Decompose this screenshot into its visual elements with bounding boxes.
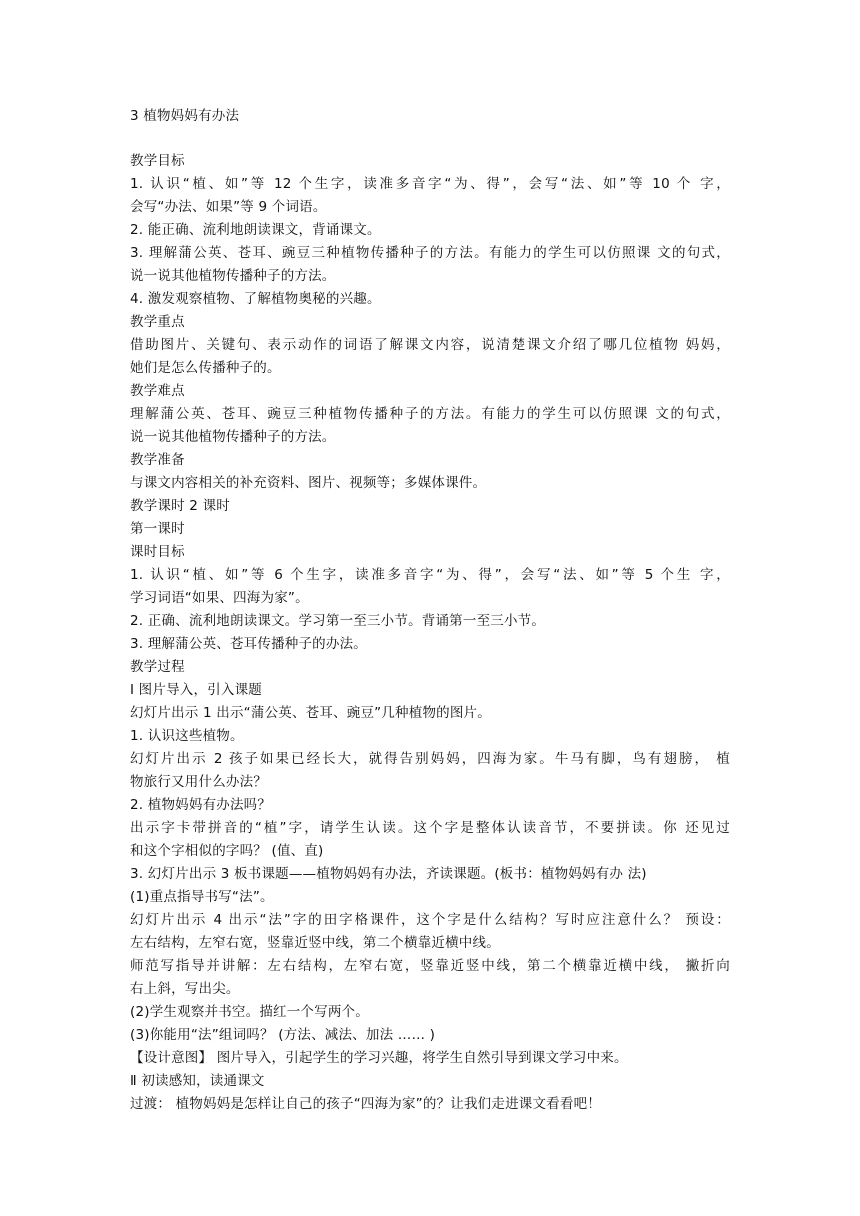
section-heading: 教学目标 xyxy=(130,153,185,169)
text-line: 1. 认识这些植物。 xyxy=(130,728,244,744)
section-heading: 课时目标 xyxy=(130,544,185,560)
text-line: Ⅱ 初读感知，读通课文 xyxy=(130,1073,265,1089)
text-line: 说一说其他植物传播种子的方法。 xyxy=(130,268,336,284)
text-line: (1)重点指导书写“法”。 xyxy=(130,889,274,905)
text-line: 学习词语“如果、四海为家”。 xyxy=(130,590,309,606)
text-line: 物旅行又用什么办法？ xyxy=(130,774,267,790)
text-line: 与课文内容相关的补充资料、图片、视频等；多媒体课件。 xyxy=(130,475,487,491)
text-line: 幻灯片出示 2 孩子如果已经长大，就得告别妈妈，四海为家。牛马有脚，鸟有翅膀， 植 xyxy=(130,751,730,767)
text-line: 2. 能正确、流利地朗读课文，背诵课文。 xyxy=(130,222,381,238)
text-line: 3. 理解蒲公英、苍耳、豌豆三种植物传播种子的方法。有能力的学生可以仿照课 文的句式， xyxy=(130,245,730,261)
section-heading: 教学重点 xyxy=(130,314,185,330)
text-line: 1. 认识“植、如”等 6 个生字，读准多音字“为、得”，会写“法、如”等 5 个生 字， xyxy=(130,567,730,583)
text-line: 4. 激发观察植物、了解植物奥秘的兴趣。 xyxy=(130,291,381,307)
text-line: 她们是怎么传播种子的。 xyxy=(130,360,281,376)
text-line: 说一说其他植物传播种子的方法。 xyxy=(130,429,336,445)
section-heading: 教学过程 xyxy=(130,659,185,675)
text-line: Ⅰ 图片导入，引入课题 xyxy=(130,682,262,698)
text-line: (2)学生观察并书空。描红一个写两个。 xyxy=(130,1004,369,1020)
text-line: 师范写指导并讲解：左右结构，左窄右宽，竖靠近竖中线，第二个横靠近横中线， 撇折向 xyxy=(130,958,730,974)
text-line: 借助图片、关键句、表示动作的词语了解课文内容，说清楚课文介绍了哪几位植物 妈妈， xyxy=(130,337,730,353)
text-line: 出示字卡带拼音的“植”字，请学生认读。这个字是整体认读音节，不要拼读。你 还见过 xyxy=(130,820,730,836)
text-line: 2. 正确、流利地朗读课文。学习第一至三小节。背诵第一至三小节。 xyxy=(130,613,546,629)
text-line: 幻灯片出示 4 出示“法”字的田字格课件，这个字是什么结构？写时应注意什么？ 预设： xyxy=(130,912,730,928)
text-line: 右上斜，写出尖。 xyxy=(130,981,240,997)
text-line: 3. 幻灯片出示 3 板书课题——植物妈妈有办法，齐读课题。(板书：植物妈妈有办 法) xyxy=(130,866,647,882)
text-line: (3)你能用“法”组词吗？ (方法、减法、加法 …… ) xyxy=(130,1027,436,1043)
text-line: 理解蒲公英、苍耳、豌豆三种植物传播种子的方法。有能力的学生可以仿照课 文的句式， xyxy=(130,406,730,422)
text-line: 会写“办法、如果”等 9 个词语。 xyxy=(130,199,327,215)
text-line: 1. 认识“植、如”等 12 个生字，读准多音字“为、得”，会写“法、如”等 10 个 字， xyxy=(130,176,730,192)
text-line: 2. 植物妈妈有办法吗？ xyxy=(130,797,272,813)
text-line: 和这个字相似的字吗？ (值、直) xyxy=(130,843,324,859)
text-line: 过渡： 植物妈妈是怎样让自己的孩子“四海为家”的？让我们走进课文看看吧！ xyxy=(130,1096,601,1112)
text-line: 【设计意图】 图片导入，引起学生的学习兴趣，将学生自然引导到课文学习中来。 xyxy=(130,1050,628,1066)
title-line: 3 植物妈妈有办法 xyxy=(130,108,240,124)
text-line: 左右结构，左窄右宽，竖靠近竖中线，第二个横靠近横中线。 xyxy=(130,935,500,951)
text-line: 幻灯片出示 1 出示“蒲公英、苍耳、豌豆”几种植物的图片。 xyxy=(130,705,491,721)
section-heading: 教学难点 xyxy=(130,383,185,399)
text-line: 教学课时 2 课时 xyxy=(130,498,230,514)
section-heading: 第一课时 xyxy=(130,521,185,537)
text-line: 3. 理解蒲公英、苍耳传播种子的办法。 xyxy=(130,636,367,652)
section-heading: 教学准备 xyxy=(130,452,185,468)
